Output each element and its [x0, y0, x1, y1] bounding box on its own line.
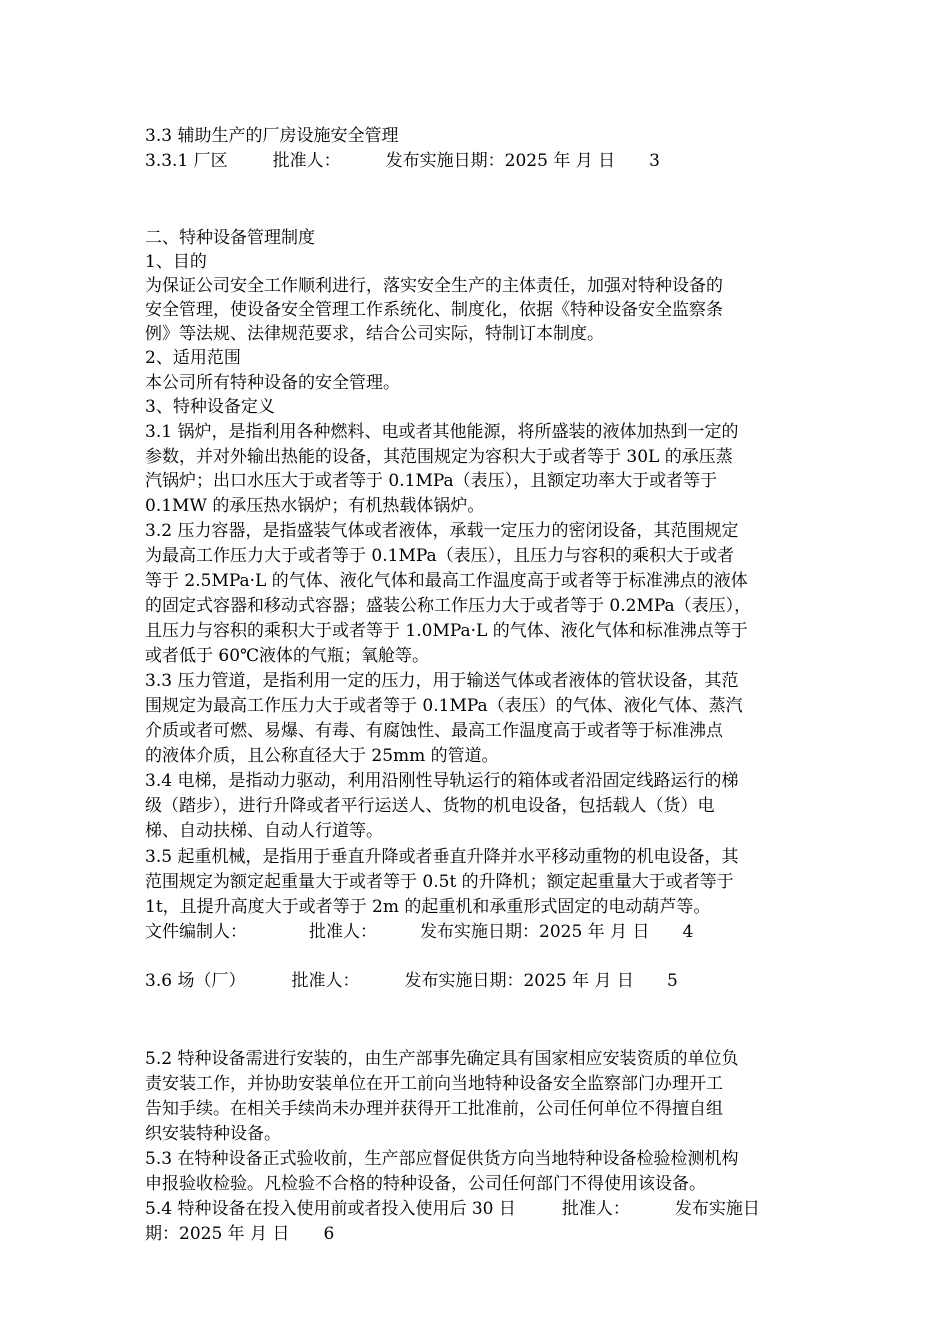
- paragraph-line: 且压力与容积的乘积大于或者等于 1.0MPa·L 的气体、液化气体和标准沸点等于: [145, 621, 748, 641]
- footer-date: 发布实施日: [674, 1199, 760, 1219]
- paragraph-line: 织安装特种设备。: [145, 1124, 281, 1144]
- paragraph-line: 3.5 起重机械，是指用于垂直升降或者垂直升降并水平移动重物的机电设备，其: [145, 847, 739, 867]
- paragraph-line: 级（踏步），进行升降或者平行运送人、货物的机电设备，包括载人（货）电: [145, 796, 715, 816]
- page-number: 4: [682, 922, 694, 942]
- paragraph-line: 围规定为最高工作压力大于或者等于 0.1MPa（表压）的气体、液化气体、蒸汽: [145, 696, 743, 716]
- paragraph-line: 汽锅炉；出口水压大于或者等于 0.1MPa（表压），且额定功率大于或者等于: [145, 471, 718, 491]
- footer-approver: 批准人：: [291, 971, 360, 991]
- section-heading: 3.3 辅助生产的厂房设施安全管理: [145, 126, 399, 146]
- paragraph-line: 为保证公司安全工作顺利进行，落实安全生产的主体责任，加强对特种设备的: [145, 276, 723, 296]
- footer-section: 3.3.1 厂区: [145, 151, 228, 171]
- paragraph-line: 申报验收检验。凡检验不合格的特种设备，公司任何部门不得使用该设备。: [145, 1174, 706, 1194]
- paragraph-line: 3.3 压力管道，是指利用一定的压力，用于输送气体或者液体的管状设备，其范: [145, 671, 739, 691]
- footer-approver: 批准人：: [561, 1199, 630, 1219]
- footer-date: 期：2025 年 月 日: [145, 1224, 290, 1244]
- paragraph-line: 介质或者可燃、易爆、有毒、有腐蚀性、最高工作温度高于或者等于标准沸点: [145, 721, 723, 741]
- paragraph-line: 梯、自动扶梯、自动人行道等。: [145, 821, 383, 841]
- footer-approver: 批准人：: [309, 922, 377, 942]
- paragraph-line: 为最高工作压力大于或者等于 0.1MPa（表压），且压力与容积的乘积大于或者: [145, 546, 735, 566]
- page-number: 3: [649, 151, 660, 171]
- paragraph-line: 或者低于 60℃液体的气瓶；氧舱等。: [145, 646, 430, 666]
- paragraph-line: 的液体介质，且公称直径大于 25mm 的管道。: [145, 746, 499, 766]
- page-number: 5: [666, 971, 678, 991]
- footer-date: 发布实施日期：2025 年 月 日: [404, 971, 634, 991]
- paragraph-line: 责安装工作，并协助安装单位在开工前向当地特种设备安全监察部门办理开工: [145, 1074, 723, 1094]
- footer-approver: 批准人：: [272, 151, 341, 171]
- paragraph-line: 例》等法规、法律规范要求，结合公司实际，特制订本制度。: [145, 324, 604, 344]
- paragraph-line: 本公司所有特种设备的安全管理。: [145, 373, 400, 393]
- footer-line: [145, 149, 660, 173]
- footer-author: 文件编制人：: [145, 922, 247, 942]
- paragraph-line: 参数，并对外输出热能的设备，其范围规定为容积大于或者等于 30L 的承压蒸: [145, 447, 733, 467]
- footer-line: [145, 920, 693, 944]
- paragraph-line: 3.2 压力容器，是指盛装气体或者液体，承载一定压力的密闭设备，其范围规定: [145, 521, 739, 541]
- footer-line: [145, 969, 678, 993]
- paragraph-line: 0.1MW 的承压热水锅炉；有机热载体锅炉。: [145, 496, 485, 516]
- sub-heading: 1、目的: [145, 252, 207, 272]
- footer-section: 3.6 场（厂）: [145, 971, 246, 991]
- paragraph-line: 1t，且提升高度大于或者等于 2m 的起重机和承重形式固定的电动葫芦等。: [145, 897, 711, 917]
- footer-line: [145, 1222, 334, 1246]
- paragraph-line: 等于 2.5MPa·L 的气体、液化气体和最高工作温度高于或者等于标准沸点的液体: [145, 571, 748, 591]
- footer-date: 发布实施日期：2025 年 月 日: [420, 922, 650, 942]
- paragraph-line: 范围规定为额定起重量大于或者等于 0.5t 的升降机；额定起重量大于或者等于: [145, 872, 734, 892]
- paragraph-line: 告知手续。在相关手续尚未办理并获得开工批准前，公司任何单位不得擅自组: [145, 1099, 723, 1119]
- sub-heading: 2、适用范围: [145, 348, 241, 368]
- footer-date: 发布实施日期：2025 年 月 日: [385, 151, 616, 171]
- paragraph-line: 5.3 在特种设备正式验收前，生产部应督促供货方向当地特种设备检验检测机构: [145, 1149, 739, 1169]
- paragraph-line: 5.2 特种设备需进行安装的，由生产部事先确定具有国家相应安装资质的单位负: [145, 1049, 739, 1069]
- paragraph-fragment: 5.4 特种设备在投入使用前或者投入使用后 30 日: [145, 1199, 516, 1219]
- chapter-title: 二、特种设备管理制度: [145, 228, 315, 248]
- paragraph-line: 3.1 锅炉，是指利用各种燃料、电或者其他能源，将所盛装的液体加热到一定的: [145, 422, 739, 442]
- sub-heading: 3、特种设备定义: [145, 397, 275, 417]
- paragraph-line: 的固定式容器和移动式容器；盛装公称工作压力大于或者等于 0.2MPa（表压），: [145, 596, 752, 616]
- footer-line: [145, 1197, 760, 1221]
- paragraph-line: 安全管理，使设备安全管理工作系统化、制度化，依据《特种设备安全监察条: [145, 300, 723, 320]
- paragraph-line: 3.4 电梯，是指动力驱动，利用沿刚性导轨运行的箱体或者沿固定线路运行的梯: [145, 771, 739, 791]
- page-number: 6: [323, 1224, 335, 1244]
